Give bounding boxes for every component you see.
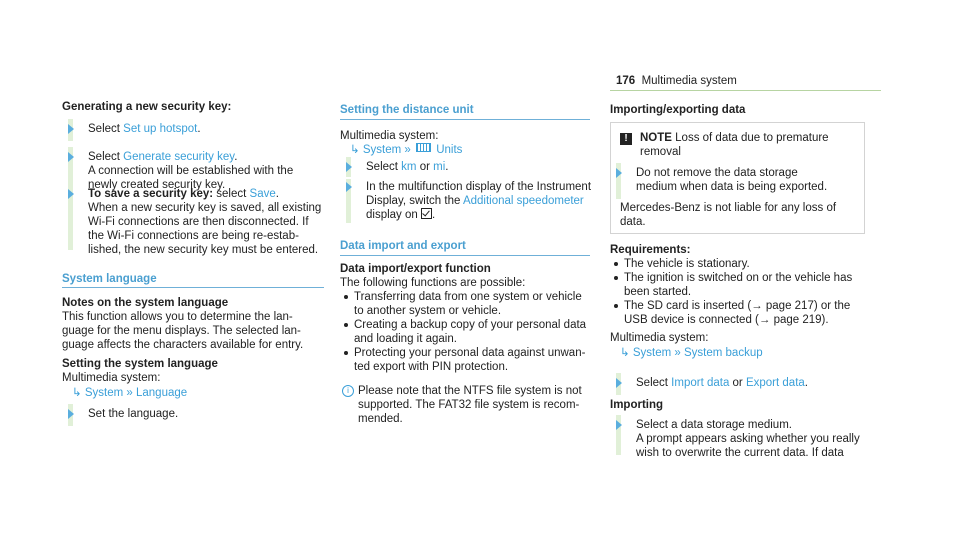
path-language-link[interactable]: Language: [136, 387, 188, 399]
step-text: In the multifunction display of the Instrument: [366, 181, 592, 193]
step-text: Select a data storage medium.: [636, 419, 792, 431]
menu-path: [350, 143, 462, 157]
bullet-icon: [614, 276, 618, 280]
step-generate-key: Select Generate security key.: [88, 151, 238, 163]
save-link[interactable]: Save: [249, 188, 276, 200]
note-step-text: Do not remove the data storage: [636, 167, 798, 179]
import-export-heading: Importing/exporting data: [610, 104, 746, 116]
path-return-icon: ↳: [350, 144, 360, 156]
page-header: [616, 74, 737, 88]
warning-icon: !: [620, 133, 632, 145]
note-text: removal: [640, 146, 681, 158]
notes-text: guage for the menu displays. The selected lan-: [62, 325, 301, 337]
bullet-icon: [614, 304, 618, 308]
path-system-link[interactable]: System: [632, 347, 672, 359]
step-text: the Wi-Fi connections are being re-estab-: [88, 230, 299, 242]
security-key-heading: Generating a new security key:: [62, 101, 232, 113]
step-text: When a new security key is saved, all existing: [88, 202, 322, 214]
units-icon: [416, 143, 431, 152]
mi-link[interactable]: mi: [433, 161, 446, 173]
bullet-text: Creating a backup copy of your personal data: [354, 319, 587, 331]
bullet-icon: [344, 295, 348, 299]
note-step-text: medium when data is being exported.: [636, 181, 828, 193]
path-return-icon: ↳: [620, 347, 630, 359]
step-text: Wi-Fi connections are then disconnected. If: [88, 216, 309, 228]
notes-text: guage affects the characters available for entry.: [62, 339, 304, 351]
step-select-unit: Select km or mi.: [366, 161, 449, 173]
path-system-backup-link[interactable]: System backup: [684, 347, 763, 359]
step-arrow-icon: [68, 124, 74, 134]
km-link[interactable]: km: [401, 161, 417, 173]
step-arrow-icon: [68, 152, 74, 162]
checkbox-checked-icon: [421, 208, 432, 219]
menu-path: [620, 346, 763, 360]
set-up-hotspot-link[interactable]: Set up hotspot: [123, 123, 198, 135]
additional-speedometer-link[interactable]: Additional speedometer: [462, 195, 584, 207]
bullet-text: and loading it again.: [354, 333, 457, 345]
bullet-icon: [614, 262, 618, 266]
page-title: Multimedia system: [641, 75, 737, 87]
page-number: 176: [616, 75, 636, 87]
step-arrow-icon: [68, 189, 74, 199]
step-arrow-icon: [346, 182, 352, 192]
req-text: The ignition is switched on or the vehicle has: [624, 272, 853, 284]
setting-language-heading: Setting the system language: [62, 358, 218, 370]
req-text: USB device is connected (→ page 219).: [624, 314, 829, 326]
section-rule: [340, 255, 590, 256]
path-system-link[interactable]: System: [362, 144, 402, 156]
note-title: NOTE Loss of data due to premature: [640, 132, 829, 144]
path-label: Multimedia system:: [340, 130, 439, 142]
req-text: The vehicle is stationary.: [624, 258, 750, 270]
bullet-text: Protecting your personal data against unwan-: [354, 347, 586, 359]
step-set-language: Set the language.: [88, 408, 179, 420]
notes-heading: Notes on the system language: [62, 297, 229, 309]
path-chevron-icon: »: [404, 144, 411, 156]
path-label: Multimedia system:: [610, 332, 709, 344]
step-select-hotspot: Select Set up hotspot.: [88, 123, 201, 135]
step-text: lished, the new security key must be entered.: [88, 244, 319, 256]
bullet-icon: [344, 351, 348, 355]
bullet-icon: [344, 323, 348, 327]
path-system-link[interactable]: System: [84, 387, 124, 399]
section-rule: [340, 119, 590, 120]
import-data-link[interactable]: Import data: [671, 377, 730, 389]
section-rule: [62, 287, 324, 288]
distance-unit-title: Setting the distance unit: [340, 104, 474, 116]
system-language-title: System language: [62, 273, 157, 285]
step-arrow-icon: [616, 168, 622, 178]
step-text: A connection will be established with the: [88, 165, 294, 177]
note-footer: data.: [620, 216, 646, 228]
path-label: Multimedia system:: [62, 372, 161, 384]
notes-text: This function allows you to determine the lan-: [62, 311, 293, 323]
requirements-heading: Requirements:: [610, 244, 691, 256]
bullet-text: Transferring data from one system or vehicle: [354, 291, 582, 303]
step-text: wish to overwrite the current data. If data: [636, 447, 844, 459]
path-chevron-icon: »: [126, 387, 133, 399]
note-footer: Mercedes-Benz is not liable for any loss of: [620, 202, 837, 214]
step-text: display on .: [366, 209, 436, 221]
path-return-icon: ↳: [72, 387, 82, 399]
bullet-text: ted export with PIN protection.: [354, 361, 509, 373]
path-chevron-icon: »: [674, 347, 681, 359]
data-import-export-title: Data import and export: [340, 240, 466, 252]
generate-security-key-link[interactable]: Generate security key: [123, 151, 235, 163]
importing-heading: Importing: [610, 399, 664, 411]
export-data-link[interactable]: Export data: [745, 377, 805, 389]
info-text: Please note that the NTFS file system is not: [358, 385, 582, 397]
func-intro: The following functions are possible:: [340, 277, 526, 289]
step-arrow-icon: [616, 378, 622, 388]
info-icon: i: [342, 385, 354, 397]
step-arrow-icon: [68, 409, 74, 419]
step-text: newly created security key.: [88, 179, 226, 191]
step-save-key: To save a security key: select Save.: [88, 188, 279, 200]
step-text: A prompt appears asking whether you really: [636, 433, 860, 445]
step-arrow-icon: [346, 162, 352, 172]
step-text: Display, switch the Additional speedometer: [366, 195, 584, 207]
step-arrow-icon: [616, 420, 622, 430]
info-text: mended.: [358, 413, 403, 425]
bullet-text: to another system or vehicle.: [354, 305, 502, 317]
req-text: been started.: [624, 286, 692, 298]
menu-path: [72, 386, 187, 400]
step-select-import-export: Select Import data or Export data.: [636, 377, 808, 389]
func-heading: Data import/export function: [340, 263, 491, 275]
info-text: supported. The FAT32 file system is recom-: [358, 399, 580, 411]
req-text: The SD card is inserted (→ page 217) or the: [624, 300, 851, 312]
path-units-link[interactable]: Units: [436, 144, 463, 156]
